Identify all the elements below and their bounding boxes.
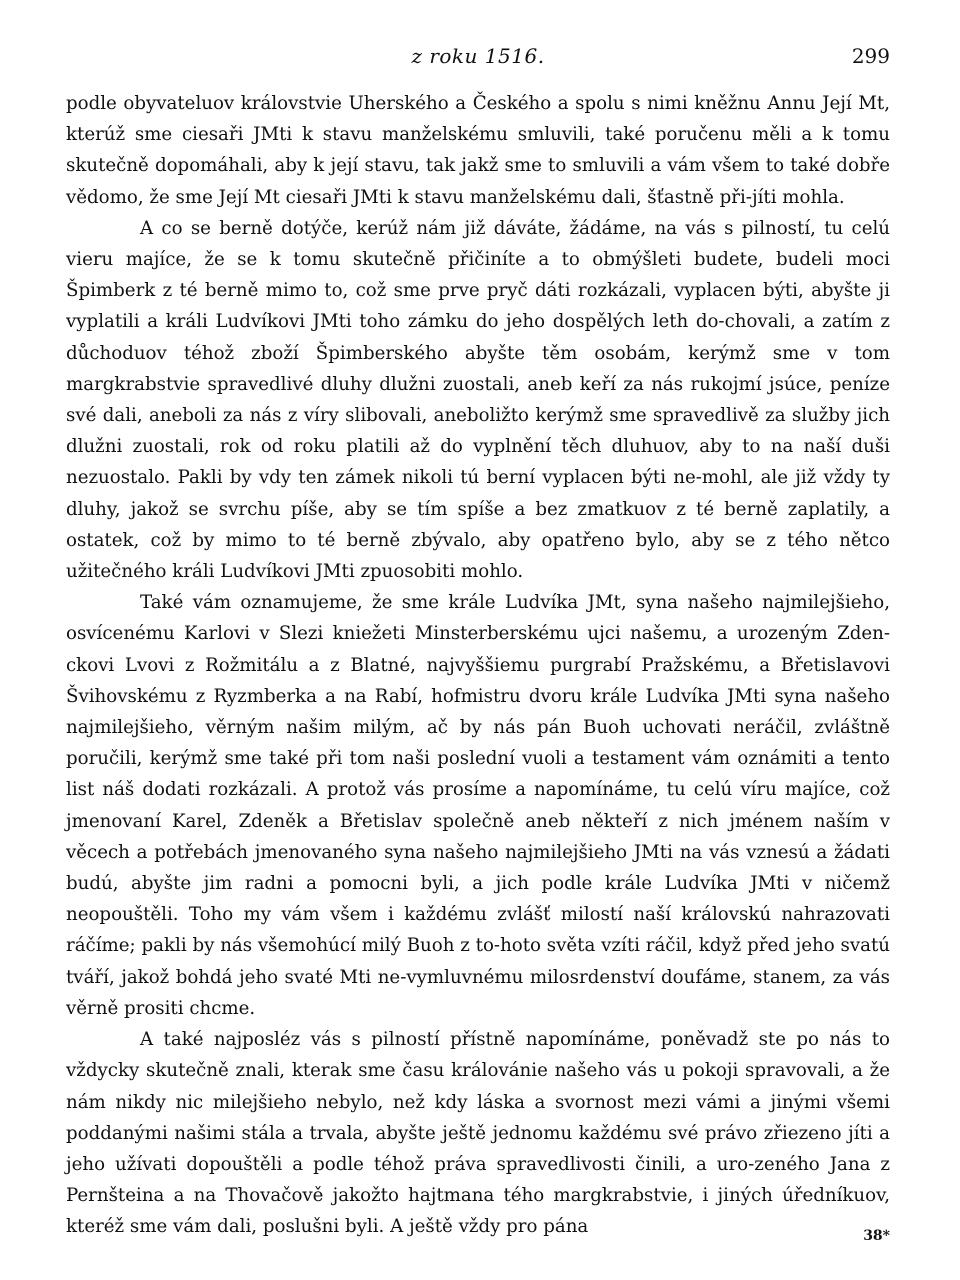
paragraph-4: A také najposléz vás s pilností přístně napomínáme, poněvadž ste po nás to vždycky skutečně znali, kterak sme času královánie našeho vás u pokoji spravovali, a že nám nikdy nic milejšieho nebylo, než kdy láska a svornost mezi vámi a jinými všemi poddanými našimi stála a trvala, abyšte ještě jednomu každému své právo zřiezeno jíti a jeho užívati dopouštěli a podle téhož práva spravedlivosti činili, a uro-zeného Jana z Pernšteina a na Thovačově jakožto hajtmana tého margkrabstvie, i jiných úředníkuov, kteréž sme vám dali, poslušni byli. A ještě vždy pro pána [66, 1029, 890, 1238]
page-header [66, 44, 890, 76]
running-title: z roku 1516. [411, 44, 545, 68]
body-text [66, 88, 890, 1243]
paragraph-2: A co se berně dotýče, kerúž nám již dáváte, žádáme, na vás s pilností, tu celú vieru majíce, že se k tomu skutečně přičiníte a to obmýšleti budete, budeli moci Špimberk z té berně mimo to, což sme prve pryč dáti rozkázali, vyplacen býti, abyšte ji vyplatili a králi Ludvíkovi JMti toho zámku do jeho dospělých leth do-chovali, a zatím z důchoduov téhož zboží Špimberského abyšte těm osobám, kerýmž sme v tom margkrabstvie spravedlivé dluhy dlužni zuostali, aneb keří za nás rukojmí jsúce, peníze své dali, aneboli za nás z víry slibovali, aneboližto kerýmž sme spravedlivě za služby jich dlužni zuostali, rok od roku platili až do vyplnění těch dluhuov, aby to na naší duši nezuostalo. Pakli by vdy ten zámek nikoli tú berní vyplacen býti ne-mohl, ale již vždy ty dluhy, jakož se svrchu píše, aby se tím spíše a bez zmatkuov z té berně zaplatily, a ostatek, což by mimo to té berně zbývalo, aby opatřeno bylo, aby se z tého nětco užitečného králi Ludvíkovi JMti zpuosobiti mohlo. [66, 217, 890, 583]
paragraph-3: Také vám oznamujeme, že sme krále Ludvíka JMt, syna našeho najmilejšieho, osvícenému Karlovi v Slezi kniežeti Minsterberskému ujci našemu, a urozeným Zden-ckovi Lvovi z Rožmitálu a z Blatné, najvyššiemu purgrabí Pražskému, a Břetislavovi Švihovskému z Ryzmberka a na Rabí, hofmistru dvoru krále Ludvíka JMti syna našeho najmilejšieho, věrným našim milým, ač by nás pán Buoh uchovati neráčil, zvláštně poručili, kerýmž sme také při tom naši poslední vuoli a testament vám oznámiti a tento list náš dodati rozkázali. A protož vás prosíme a napomínáme, tu celú víru majíce, což jmenovaní Karel, Zdeněk a Břetislav společně aneb někteří z nich jménem naším v věcech a potřebách jmenovaného syna našeho najmilejšieho JMti na vás vznesú a žádati budú, abyšte jim radni a pomocni byli, a jich podle krále Ludvíka JMti v ničemž neopouštěli. Toho my vám všem i každému zvlášť milostí naší královskú nahrazovati ráčíme; pakli by nás všemohúcí milý Buoh z to-hoto světa vzíti ráčil, když před jeho svatú tváří, jakož bohdá jeho svaté Mti ne-vymluvnému milosrdenství doufáme, stanem, za vás věrně prositi chcme. [66, 592, 890, 1019]
printer-signature-mark: 38* [863, 1228, 890, 1244]
page-number: 299 [851, 44, 890, 68]
paragraph-1: podle obyvateluov královstvie Uherského a Českého a spolu s nimi kněžnu Annu Její Mt, kterúž sme ciesaři JMti k stavu manželskému smluvili, také poručenu měli a k tomu skutečně dopomáhali, aby k její stavu, tak jakž sme to smluvili a vám všem to také dobře vědomo, že sme Její Mt ciesaři JMti k stavu manželskému dali, šťastně při-jíti mohla. [66, 93, 890, 208]
